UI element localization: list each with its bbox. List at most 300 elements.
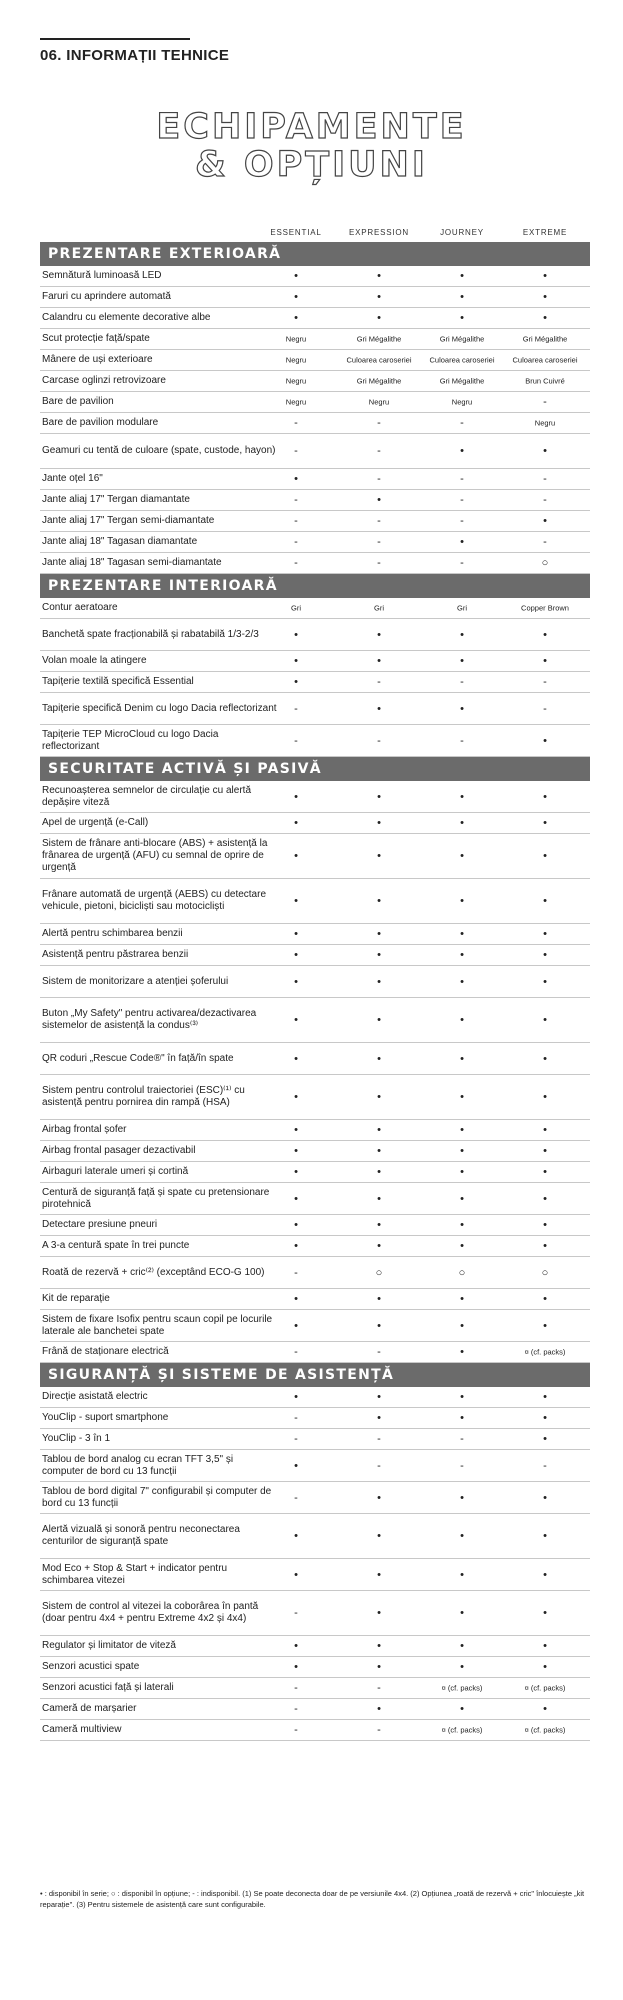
row-label: Detectare presiune pneuri: [42, 1219, 158, 1230]
cell-journey: •: [460, 1091, 464, 1103]
row-label: Direcție asistată electric: [42, 1391, 148, 1402]
row-label: Airbag frontal pasager dezactivabil: [42, 1145, 196, 1156]
cell-expression: •: [377, 817, 381, 829]
cell-extreme: ¤ (cf. packs): [524, 1683, 566, 1693]
cell-journey: •: [460, 655, 464, 667]
row-label: Sistem de fixare Isofix pentru scaun copil pe locurile laterale ale banchetei spate: [42, 1313, 273, 1337]
cell-journey: Negru: [451, 397, 473, 407]
page-title-line1: ECHIPAMENTE: [156, 107, 467, 147]
cell-essential: -: [294, 445, 298, 457]
cell-expression: -: [377, 1346, 381, 1358]
cell-extreme: •: [543, 1124, 547, 1136]
table-row: [40, 598, 590, 619]
cell-essential: •: [294, 312, 298, 324]
cell-journey: -: [460, 557, 464, 569]
table-row: [40, 1720, 590, 1741]
column-header-journey: JOURNEY: [440, 228, 484, 237]
row-label: Alertă vizuală și sonoră pentru neconectarea centurilor de siguranță spate: [42, 1524, 240, 1547]
table-row: [40, 879, 590, 924]
cell-journey: •: [460, 312, 464, 324]
table-row: [40, 781, 590, 813]
table-row: [40, 1310, 590, 1342]
table-row: [40, 532, 590, 553]
cell-expression: -: [377, 473, 381, 485]
cell-journey: •: [460, 817, 464, 829]
cell-extreme: •: [543, 817, 547, 829]
cell-extreme: ¤ (cf. packs): [524, 1725, 566, 1735]
row-label: Tapițerie textilă specifică Essential: [42, 676, 194, 687]
cell-journey: •: [460, 975, 464, 988]
cell-extreme: •: [543, 928, 547, 940]
table-row: [40, 693, 590, 725]
cell-journey: •: [460, 291, 464, 303]
cell-essential: •: [294, 1640, 298, 1652]
cell-essential: Gri: [291, 603, 301, 613]
cell-journey: •: [460, 1192, 464, 1205]
row-label: Tapițerie TEP MicroCloud cu logo Dacia reflectorizant: [42, 728, 219, 752]
cell-journey: -: [460, 1433, 464, 1445]
cell-extreme: •: [543, 1607, 547, 1619]
cell-extreme: •: [543, 628, 547, 641]
cell-expression: •: [377, 1607, 381, 1619]
column-header-extreme: EXTREME: [522, 228, 568, 237]
cell-expression: •: [377, 270, 381, 282]
cell-essential: •: [294, 1293, 298, 1305]
table-row: [40, 813, 590, 834]
cell-expression: •: [377, 1491, 381, 1504]
cell-extreme: •: [543, 1192, 547, 1205]
cell-expression: •: [377, 494, 381, 506]
table-row: [40, 287, 590, 308]
cell-extreme: -: [543, 396, 547, 408]
cell-extreme: •: [543, 445, 547, 457]
cell-extreme: •: [543, 270, 547, 282]
table-row: [40, 651, 590, 672]
cell-journey: •: [460, 1014, 464, 1026]
table-row: [40, 469, 590, 490]
cell-expression: -: [377, 417, 381, 429]
equipment-table: [40, 242, 590, 1741]
cell-essential: •: [294, 895, 298, 907]
cell-extreme: •: [543, 1568, 547, 1581]
page-title-line2: & OPȚIUNI: [195, 145, 428, 185]
table-row: [40, 1678, 590, 1699]
cell-essential: •: [294, 1219, 298, 1231]
row-label: Geamuri cu tentă de culoare (spate, custode, hayon): [42, 445, 276, 456]
cell-essential: •: [294, 1391, 298, 1403]
cell-extreme: -: [543, 536, 547, 548]
cell-extreme: Negru: [534, 418, 556, 428]
table-row: [40, 490, 590, 511]
cell-expression: •: [377, 1319, 381, 1332]
cell-expression: -: [377, 557, 381, 569]
cell-essential: -: [294, 494, 298, 506]
cell-essential: •: [294, 1319, 298, 1332]
cell-extreme: •: [543, 1661, 547, 1673]
cell-expression: •: [377, 1192, 381, 1205]
table-row: [40, 1342, 590, 1363]
cell-essential: •: [294, 270, 298, 282]
table-row: [40, 413, 590, 434]
cell-essential: •: [294, 628, 298, 641]
cell-essential: -: [294, 1491, 298, 1504]
cell-journey: •: [460, 1640, 464, 1652]
table-row: [40, 511, 590, 532]
cell-expression: •: [377, 1219, 381, 1231]
cell-extreme: ○: [541, 557, 549, 569]
cell-essential: •: [294, 1091, 298, 1103]
cell-extreme: •: [543, 312, 547, 324]
table-row: [40, 308, 590, 329]
cell-essential: -: [294, 1412, 298, 1424]
cell-essential: -: [294, 1266, 298, 1279]
row-label: Jante oțel 16": [42, 473, 103, 484]
cell-expression: -: [377, 536, 381, 548]
row-label: Senzori acustici spate: [42, 1661, 140, 1672]
cell-essential: •: [294, 1568, 298, 1581]
cell-journey: •: [460, 850, 464, 862]
row-label: Jante aliaj 17" Tergan semi-diamantate: [42, 515, 215, 526]
cell-journey: •: [460, 1145, 464, 1157]
section-header: SECURITATE ACTIVĂ ȘI PASIVĂ: [40, 757, 590, 781]
chapter-heading: [40, 47, 229, 64]
cell-essential: •: [294, 676, 298, 688]
row-label: Scut protecție față/spate: [42, 333, 150, 344]
cell-extreme: Culoarea caroseriei: [512, 355, 578, 365]
row-label: Apel de urgență (e-Call): [42, 817, 149, 828]
cell-journey: -: [460, 734, 464, 747]
cell-essential: •: [294, 850, 298, 862]
table-row: [40, 924, 590, 945]
cell-expression: •: [377, 975, 381, 988]
row-label: Contur aeratoare: [42, 602, 118, 613]
cell-journey: -: [460, 473, 464, 485]
table-row: [40, 371, 590, 392]
cell-expression: -: [377, 1682, 381, 1694]
cell-extreme: •: [543, 1319, 547, 1332]
row-label: Sistem de monitorizare a atenției șoferului: [42, 975, 229, 987]
section-header: PREZENTARE EXTERIOARĂ: [40, 242, 590, 266]
cell-journey: -: [460, 1459, 464, 1472]
cell-extreme: ○: [541, 1266, 549, 1279]
row-label: Centură de siguranță față și spate cu pretensionare pirotehnică: [42, 1186, 270, 1210]
table-row: [40, 1636, 590, 1657]
table-row: [40, 1699, 590, 1720]
table-row: [40, 1591, 590, 1636]
cell-essential: •: [294, 1052, 298, 1065]
table-row: [40, 553, 590, 574]
cell-expression: •: [377, 1014, 381, 1026]
section-header: SIGURANȚĂ ȘI SISTEME DE ASISTENȚĂ: [40, 1363, 590, 1387]
cell-journey: •: [460, 270, 464, 282]
cell-expression: -: [377, 1459, 381, 1472]
row-label: Sistem de frânare anti-blocare (ABS) + asistență la frânarea de urgență (AFU) cu semnal de oprire de urgență: [42, 838, 268, 873]
cell-essential: -: [294, 1607, 298, 1619]
cell-journey: •: [460, 1124, 464, 1136]
cell-extreme: •: [543, 1640, 547, 1652]
cell-journey: Gri Mégalithe: [439, 334, 485, 344]
cell-expression: •: [377, 1166, 381, 1178]
cell-extreme: •: [543, 1530, 547, 1542]
cell-extreme: •: [543, 515, 547, 527]
cell-expression: •: [377, 1530, 381, 1542]
cell-extreme: •: [543, 949, 547, 961]
footnote: • : disponibil în serie; ○ : disponibil în opțiune; - : indisponibil. (1) Se poate deconecta doar de pe versiunile 4x4. (2) Opțiunea „roată de rezervă + cric" înlocuiește „kit reparație". (3) Pentru sistemele de asistență care sunt configurabile.: [40, 1889, 585, 1909]
cell-essential: •: [294, 1192, 298, 1205]
cell-essential: •: [294, 1014, 298, 1026]
table-row: [40, 1514, 590, 1559]
cell-extreme: Gri Mégalithe: [522, 334, 568, 344]
table-row: [40, 1120, 590, 1141]
cell-extreme: •: [543, 1052, 547, 1065]
cell-extreme: -: [543, 676, 547, 688]
cell-journey: •: [460, 1166, 464, 1178]
cell-expression: •: [377, 312, 381, 324]
cell-essential: -: [294, 1682, 298, 1694]
cell-essential: •: [294, 1124, 298, 1136]
row-label: Recunoașterea semnelor de circulație cu alertă depășire viteză: [42, 784, 251, 808]
cell-expression: •: [377, 1703, 381, 1715]
row-label: Frânare automată de urgență (AEBS) cu detectare vehicule, pietoni, bicicliști sau motocicliști: [42, 889, 267, 912]
cell-expression: -: [377, 1724, 381, 1736]
cell-journey: •: [460, 1412, 464, 1424]
cell-extreme: •: [543, 850, 547, 862]
cell-essential: •: [294, 291, 298, 303]
table-row: [40, 619, 590, 651]
cell-essential: •: [294, 1661, 298, 1673]
cell-journey: Gri Mégalithe: [439, 376, 485, 386]
cell-essential: •: [294, 1240, 298, 1252]
row-label: Alertă pentru schimbarea benzii: [42, 928, 183, 939]
cell-journey: ¤ (cf. packs): [441, 1683, 483, 1693]
cell-extreme: •: [543, 734, 547, 747]
cell-expression: •: [377, 1412, 381, 1424]
cell-essential: •: [294, 1530, 298, 1542]
cell-journey: •: [460, 1346, 464, 1358]
cell-extreme: •: [543, 655, 547, 667]
cell-expression: •: [377, 928, 381, 940]
cell-extreme: •: [543, 1491, 547, 1504]
table-row: [40, 1215, 590, 1236]
cell-journey: •: [460, 1491, 464, 1504]
cell-journey: •: [460, 1568, 464, 1581]
cell-expression: •: [377, 1240, 381, 1252]
cell-essential: •: [294, 473, 298, 485]
row-label: Jante aliaj 18" Tagasan diamantate: [42, 536, 198, 547]
cell-essential: -: [294, 1433, 298, 1445]
table-row: [40, 725, 590, 757]
cell-expression: •: [377, 1568, 381, 1581]
cell-extreme: Brun Cuivré: [525, 376, 565, 386]
row-label: Senzori acustici față și laterali: [42, 1682, 174, 1693]
cell-journey: •: [460, 1391, 464, 1403]
cell-extreme: •: [543, 1433, 547, 1445]
row-label: Semnătură luminoasă LED: [42, 270, 162, 281]
cell-journey: ○: [458, 1266, 466, 1279]
row-label: Cameră multiview: [42, 1724, 122, 1735]
cell-extreme: •: [543, 1412, 547, 1424]
column-headers: [0, 228, 623, 240]
cell-expression: •: [377, 628, 381, 641]
row-label: Sistem pentru controlul traiectoriei (ESC)⁽¹⁾ cu asistență pentru pornirea din rampă (HSA): [42, 1085, 245, 1108]
cell-extreme: •: [543, 1219, 547, 1231]
table-row: [40, 329, 590, 350]
cell-journey: ¤ (cf. packs): [441, 1725, 483, 1735]
cell-essential: •: [294, 790, 298, 803]
chapter-title: INFORMAȚII TEHNICE: [66, 47, 230, 64]
table-row: [40, 1043, 590, 1075]
table-row: [40, 1429, 590, 1450]
row-label: Frână de staționare electrică: [42, 1346, 169, 1357]
cell-journey: -: [460, 494, 464, 506]
cell-expression: Gri: [374, 603, 384, 613]
table-row: [40, 1075, 590, 1120]
cell-journey: •: [460, 702, 464, 715]
chapter-number: 06.: [40, 47, 62, 64]
row-label: Asistență pentru păstrarea benzii: [42, 949, 189, 960]
cell-essential: •: [294, 1459, 298, 1472]
cell-essential: -: [294, 1346, 298, 1358]
cell-expression: •: [377, 1640, 381, 1652]
cell-journey: •: [460, 1219, 464, 1231]
cell-journey: Gri: [457, 603, 467, 613]
cell-extreme: •: [543, 1240, 547, 1252]
cell-essential: •: [294, 1166, 298, 1178]
cell-extreme: -: [543, 473, 547, 485]
cell-expression: •: [377, 895, 381, 907]
cell-expression: •: [377, 291, 381, 303]
cell-extreme: •: [543, 1166, 547, 1178]
row-label: Kit de reparație: [42, 1293, 110, 1304]
table-row: [40, 1450, 590, 1482]
cell-extreme: ¤ (cf. packs): [524, 1347, 566, 1357]
row-label: Jante aliaj 17" Tergan diamantate: [42, 494, 190, 505]
cell-extreme: -: [543, 702, 547, 715]
cell-expression: •: [377, 1293, 381, 1305]
cell-expression: •: [377, 790, 381, 803]
cell-expression: Negru: [368, 397, 390, 407]
row-label: Cameră de marșarier: [42, 1703, 137, 1714]
table-row: [40, 350, 590, 371]
cell-journey: •: [460, 1530, 464, 1542]
row-label: Bare de pavilion modulare: [42, 417, 159, 428]
cell-journey: •: [460, 1240, 464, 1252]
cell-essential: Negru: [285, 397, 307, 407]
cell-expression: •: [377, 702, 381, 715]
row-label: Calandru cu elemente decorative albe: [42, 312, 211, 323]
table-row: [40, 392, 590, 413]
cell-extreme: •: [543, 1014, 547, 1026]
table-row: [40, 1162, 590, 1183]
table-row: [40, 1408, 590, 1429]
row-label: Banchetă spate fracționabilă și rabatabilă 1/3-2/3: [42, 628, 259, 640]
cell-extreme: •: [543, 1703, 547, 1715]
cell-journey: •: [460, 1703, 464, 1715]
cell-journey: •: [460, 445, 464, 457]
cell-journey: •: [460, 628, 464, 641]
table-row: [40, 1183, 590, 1215]
cell-expression: •: [377, 1145, 381, 1157]
row-label: Roată de rezervă + cric⁽²⁾ (exceptând ECO-G 100): [42, 1266, 265, 1278]
table-row: [40, 1289, 590, 1310]
row-label: Mod Eco + Stop & Start + indicator pentru schimbarea vitezei: [42, 1562, 228, 1586]
cell-extreme: •: [543, 1293, 547, 1305]
cell-essential: •: [294, 1145, 298, 1157]
table-row: [40, 672, 590, 693]
row-label: Jante aliaj 18" Tagasan semi-diamantate: [42, 557, 222, 568]
cell-journey: •: [460, 1319, 464, 1332]
cell-extreme: Copper Brown: [521, 603, 569, 613]
cell-journey: -: [460, 515, 464, 527]
cell-extreme: •: [543, 975, 547, 988]
table-row: [40, 945, 590, 966]
cell-essential: -: [294, 702, 298, 715]
cell-journey: -: [460, 676, 464, 688]
cell-expression: •: [377, 1052, 381, 1065]
cell-journey: •: [460, 949, 464, 961]
cell-essential: •: [294, 975, 298, 988]
cell-journey: -: [460, 417, 464, 429]
table-row: [40, 1657, 590, 1678]
cell-journey: Culoarea caroseriei: [429, 355, 495, 365]
chapter-rule: [40, 38, 190, 40]
column-header-essential: ESSENTIAL: [270, 228, 322, 237]
cell-expression: •: [377, 949, 381, 961]
cell-journey: •: [460, 1293, 464, 1305]
cell-essential: Negru: [285, 355, 307, 365]
cell-extreme: •: [543, 790, 547, 803]
cell-expression: •: [377, 1091, 381, 1103]
cell-expression: Gri Mégalithe: [356, 334, 402, 344]
row-label: Tablou de bord analog cu ecran TFT 3,5" și computer de bord cu 13 funcții: [42, 1453, 234, 1477]
row-label: Tablou de bord digital 7" configurabil și computer de bord cu 13 funcții: [42, 1485, 272, 1509]
cell-extreme: -: [543, 1459, 547, 1472]
row-label: Airbaguri laterale umeri și cortină: [42, 1166, 189, 1177]
cell-journey: •: [460, 1661, 464, 1673]
cell-journey: •: [460, 1607, 464, 1619]
cell-expression: •: [377, 655, 381, 667]
table-row: [40, 1387, 590, 1408]
row-label: Mânere de uși exterioare: [42, 354, 153, 365]
table-row: [40, 434, 590, 469]
cell-expression: -: [377, 445, 381, 457]
cell-extreme: •: [543, 291, 547, 303]
table-row: [40, 998, 590, 1043]
cell-journey: •: [460, 790, 464, 803]
cell-essential: -: [294, 557, 298, 569]
section-header: PREZENTARE INTERIOARĂ: [40, 574, 590, 598]
table-row: [40, 834, 590, 879]
cell-journey: •: [460, 895, 464, 907]
cell-expression: -: [377, 1433, 381, 1445]
row-label: A 3-a centură spate în trei puncte: [42, 1240, 190, 1251]
row-label: Regulator și limitator de viteză: [42, 1640, 176, 1651]
table-row: [40, 1257, 590, 1289]
row-label: Bare de pavilion: [42, 396, 114, 407]
cell-essential: -: [294, 1724, 298, 1736]
cell-extreme: •: [543, 1091, 547, 1103]
cell-expression: -: [377, 676, 381, 688]
cell-expression: -: [377, 515, 381, 527]
cell-essential: •: [294, 817, 298, 829]
cell-essential: -: [294, 417, 298, 429]
row-label: Faruri cu aprindere automată: [42, 291, 171, 302]
row-label: Volan moale la atingere: [42, 655, 147, 666]
cell-journey: •: [460, 536, 464, 548]
cell-expression: ○: [375, 1266, 383, 1279]
cell-essential: -: [294, 515, 298, 527]
row-label: Airbag frontal șofer: [42, 1124, 127, 1135]
